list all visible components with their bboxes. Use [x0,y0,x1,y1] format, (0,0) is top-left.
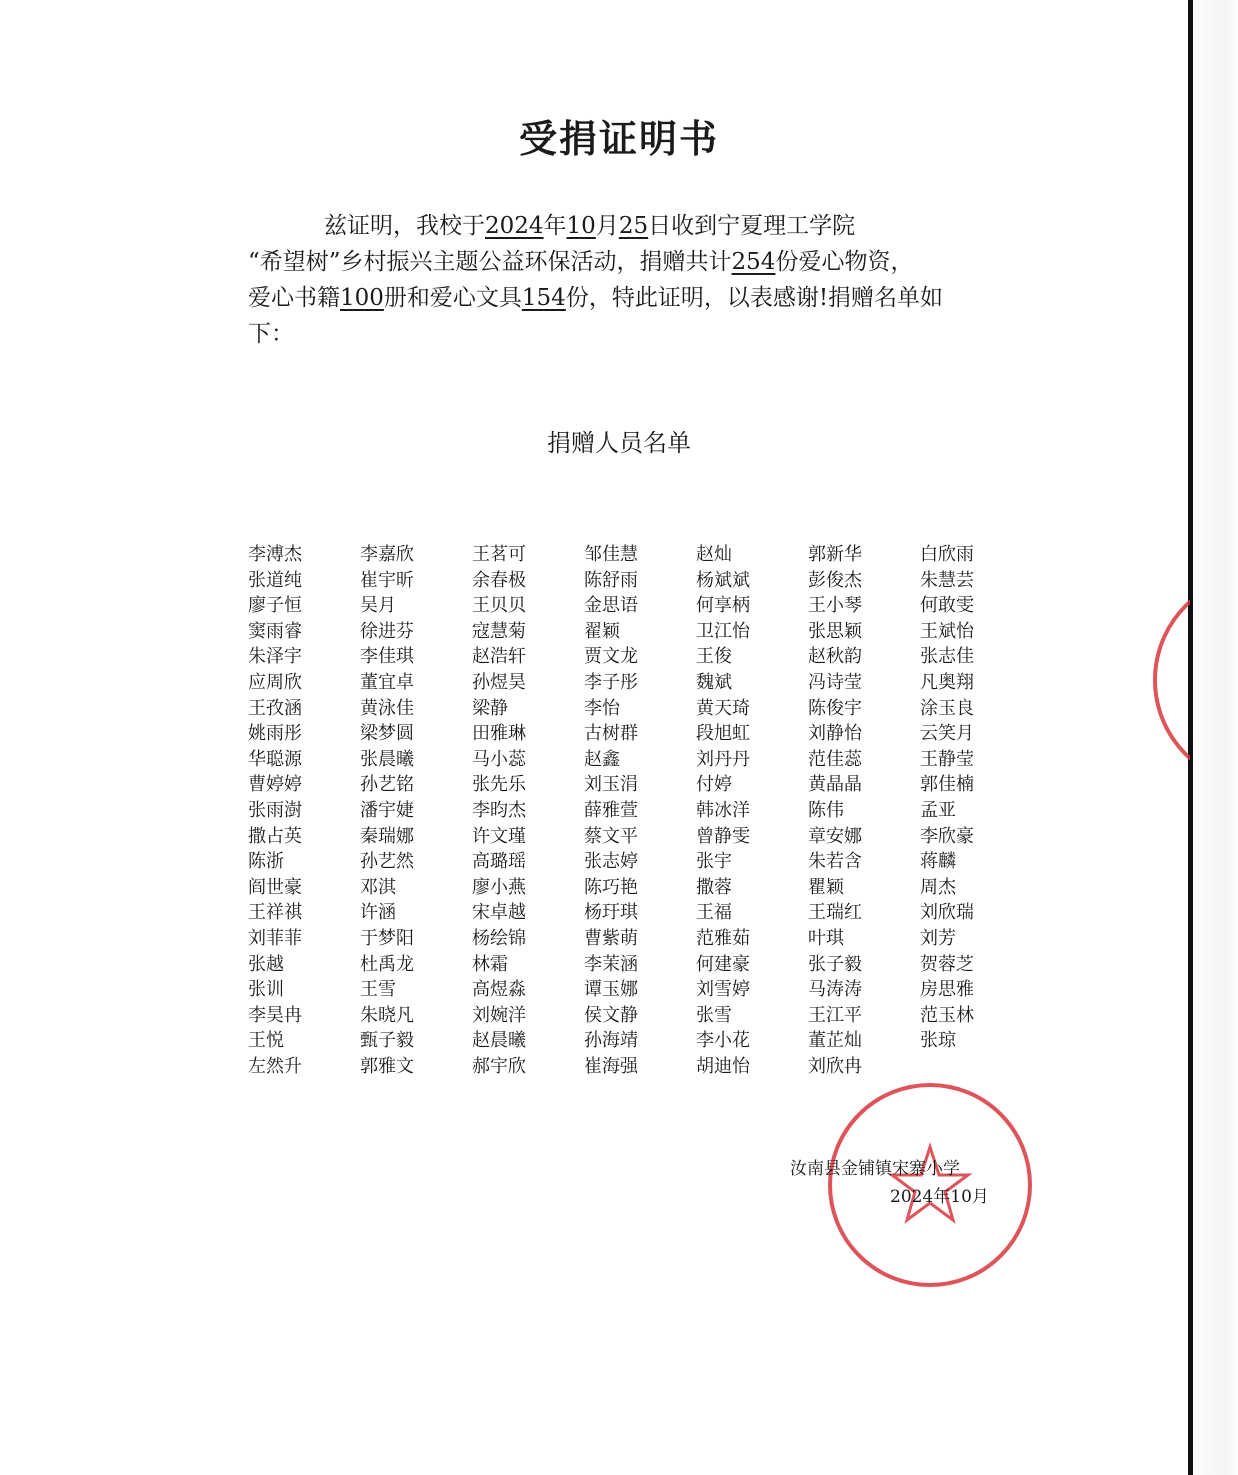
donor-name: 李嘉欣 [360,544,414,565]
donor-name: 赵鑫 [584,748,620,770]
donor-name: 许涵 [360,902,396,924]
donor-name: 马涛涛 [808,979,862,1001]
donor-name: 侯文静 [584,1004,638,1026]
donor-name: 王瑞红 [808,902,862,924]
donor-name: 华聪源 [248,748,302,770]
donor-name: 董宜卓 [360,671,414,693]
donor-name: 周杰 [920,876,956,898]
donor-name: 谭玉娜 [584,979,638,1001]
date-day: 25 [618,213,649,239]
donor-name: 范佳蕊 [808,748,862,770]
donor-name: 陈浙 [248,851,284,873]
donor-name: 张思颖 [808,620,862,642]
donor-name: 许文瑾 [472,825,526,847]
donor-name: 崔海强 [584,1055,638,1077]
donor-name: 王小琴 [808,595,862,617]
text-segment: 年 [543,213,567,239]
donor-name: 郭新华 [808,544,862,565]
donor-name: 范玉林 [920,1004,974,1026]
donor-name: 余春极 [472,569,526,591]
signature-date: 2024年10月 [890,1187,989,1207]
donor-name: 杨玗琪 [584,902,638,924]
donor-name: 黄晶晶 [808,774,862,796]
donor-name: 窦雨睿 [248,620,302,642]
donor-name: 叶琪 [808,927,844,949]
stationery-count: 154 [521,285,566,311]
donor-name: 董芷灿 [808,1030,862,1052]
donor-name: 房思雅 [920,979,974,1001]
donor-name: 胡迪怡 [696,1055,750,1077]
donor-name: 王静莹 [920,748,974,770]
donor-name: 李昊冉 [248,1004,302,1026]
date-year: 2024 [485,213,544,239]
donor-name: 曹紫萌 [584,927,638,949]
donor-name: 魏斌 [696,671,732,693]
donor-name: 朱慧芸 [920,569,974,591]
donor-name: 黄泳佳 [360,697,414,719]
donor-name: 李小花 [696,1030,750,1052]
paragraph-line-3 [248,280,1008,316]
donor-name: 刘丹丹 [696,748,750,770]
donor-name: 李昀杰 [472,799,526,821]
donor-name: 赵浩轩 [472,646,526,668]
donor-name: 白欣雨 [920,544,974,565]
donor-name: 薛雅萱 [584,799,638,821]
text-segment: 兹证明，我校于 [324,213,485,239]
donor-name: 李子彤 [584,671,638,693]
donor-name: 涂玉良 [920,697,974,719]
donor-name: 范雅茹 [696,927,750,949]
donor-name: 孙艺然 [360,851,414,873]
donor-name: 曹婷婷 [248,774,302,796]
donor-name: 张志佳 [920,646,974,668]
donor-name: 赵灿 [696,544,732,565]
total-count: 254 [731,249,776,275]
donor-name: 孙海靖 [584,1030,638,1052]
donor-name: 邓淇 [360,876,396,898]
donor-name: 张志婷 [584,851,638,873]
donor-name: 卫江怡 [696,620,750,642]
donor-name: 李茉涵 [584,953,638,975]
donor-name: 张道纯 [248,569,302,591]
donor-name: 宋卓越 [472,902,526,924]
donor-name: 左然升 [248,1055,302,1077]
donor-name: 刘欣冉 [808,1055,862,1077]
donor-name: 刘菲菲 [248,927,302,949]
certificate-paragraph [248,208,1008,352]
donor-name: 郝宇欣 [472,1055,526,1077]
donor-name: 王俊 [696,646,732,668]
donor-name: 廖小燕 [472,876,526,898]
donor-name: 吴月 [360,595,396,617]
page-title: 受捐证明书 [518,116,719,161]
donor-name: 张晨曦 [360,748,414,770]
donor-name: 翟颖 [584,620,620,642]
scan-edge-shadow [1190,0,1238,1475]
donor-name: 张先乐 [472,774,526,796]
donor-name-grid [248,542,1048,1079]
text-segment: 日收到宁夏理工学院 [648,213,856,239]
donor-name: 黄天琦 [696,697,750,719]
donor-name: 李怡 [584,697,620,719]
donor-name: 刘玉涓 [584,774,638,796]
donor-name: 王祥祺 [248,902,302,924]
donor-name: 梁梦圆 [360,723,414,745]
donor-name: 寇慧菊 [472,620,526,642]
donor-name: 何敢雯 [920,595,974,617]
donor-name: 何享柄 [696,595,750,617]
donor-name: 王悦 [248,1030,284,1052]
donor-name: 甄子毅 [360,1030,414,1052]
donor-name: 林霜 [472,953,508,975]
donor-name: 赵晨曦 [472,1030,526,1052]
donor-name: 张宇 [696,851,732,873]
donor-name: 王福 [696,902,732,924]
donor-name: 王雪 [360,979,396,1001]
donor-name: 朱泽宇 [248,646,302,668]
donor-name: 李佳琪 [360,646,414,668]
donor-name: 王茗可 [472,544,526,565]
paragraph-line-2 [248,244,1008,280]
donor-name: 朱晓凡 [360,1004,414,1026]
donor-name: 朱若含 [808,851,862,873]
donor-name: 彭俊杰 [808,569,862,591]
donor-name: 王江平 [808,1004,862,1026]
donor-name: 韩冰洋 [696,799,750,821]
text-segment: 份爱心物资， [775,249,914,275]
donor-name: 孙煜昊 [472,671,526,693]
donor-name: 云笑月 [920,723,974,745]
donor-name: 段旭虹 [696,723,750,745]
donor-list-title: 捐赠人员名单 [547,429,691,457]
donor-name: 徐进芬 [360,620,414,642]
donor-name: 冯诗莹 [808,671,862,693]
donor-name: 郭佳楠 [920,774,974,796]
donor-name: 邹佳慧 [584,544,638,565]
donor-name: 张雨澍 [248,799,302,821]
donor-name: 曾静雯 [696,825,750,847]
donor-name: 陈伟 [808,799,844,821]
donor-name: 陈俊宇 [808,697,862,719]
donor-name: 田雅琳 [472,723,526,745]
donor-name: 马小蕊 [472,748,526,770]
donor-name: 章安娜 [808,825,862,847]
donor-name: 刘雪婷 [696,979,750,1001]
donor-name: 金思语 [584,595,638,617]
donor-name: 阎世豪 [248,876,302,898]
text-segment: “希望树”乡村振兴主题公益环保活动，捐赠共计 [248,249,732,275]
donor-name: 付婷 [696,774,732,796]
text-segment: 爱心书籍 [248,285,340,311]
donor-name: 陈舒雨 [584,569,638,591]
donor-name: 潘宇婕 [360,799,414,821]
donor-name: 刘静怡 [808,723,862,745]
donor-name: 王斌怡 [920,620,974,642]
donor-name: 杨绘锦 [472,927,526,949]
donor-name: 高璐瑶 [472,851,526,873]
donor-name: 李溥杰 [248,544,302,565]
donor-name: 凡奥翔 [920,671,974,693]
donor-name: 王孜涵 [248,697,302,719]
donor-name: 张训 [248,979,284,1001]
donor-name: 古树群 [584,723,638,745]
donor-name: 王贝贝 [472,595,526,617]
donor-name: 张琼 [920,1030,956,1052]
donor-name: 孙艺铭 [360,774,414,796]
donor-name: 撒占英 [248,825,302,847]
donor-name: 刘欣瑞 [920,902,974,924]
donor-name: 廖子恒 [248,595,302,617]
donor-name: 于梦阳 [360,927,414,949]
donor-name: 赵秋韵 [808,646,862,668]
text-segment: 份，特此证明，以表感谢!捐赠名单如 [565,285,944,311]
donor-name: 秦瑞娜 [360,825,414,847]
donor-name: 张越 [248,953,284,975]
donor-name: 姚雨彤 [248,723,302,745]
books-count: 100 [340,285,384,311]
school-name: 汝南县金铺镇宋寨小学 [790,1159,960,1179]
donor-name: 蒋麟 [920,851,956,873]
donor-name: 撒蓉 [696,876,732,898]
donor-name: 杜禹龙 [360,953,414,975]
donor-name: 郭雅文 [360,1055,414,1077]
donor-name: 崔宇昕 [360,569,414,591]
donor-name: 杨斌斌 [696,569,750,591]
donor-name: 蔡文平 [584,825,638,847]
donor-name: 贺蓉芝 [920,953,974,975]
partial-seal-stamp [1150,565,1190,795]
donor-name: 张雪 [696,1004,732,1026]
donor-name: 高煜淼 [472,979,526,1001]
donor-name: 何建豪 [696,953,750,975]
text-segment: 册和爱心文具 [383,285,522,311]
text-segment: 月 [595,213,619,239]
paragraph-line-1 [248,208,1008,244]
signature-block [790,1155,1010,1211]
donor-name: 陈巧艳 [584,876,638,898]
date-month: 10 [566,213,596,239]
donor-name: 李欣豪 [920,825,974,847]
donor-name: 刘婉洋 [472,1004,526,1026]
donor-name: 孟亚 [920,799,956,821]
donor-name: 贾文龙 [584,646,638,668]
donor-name: 刘芳 [920,927,956,949]
donor-name: 张子毅 [808,953,862,975]
donor-name: 瞿颖 [808,876,844,898]
paragraph-line-4: 下： [248,321,294,347]
donor-name: 应周欣 [248,671,302,693]
donor-name: 梁静 [472,697,508,719]
